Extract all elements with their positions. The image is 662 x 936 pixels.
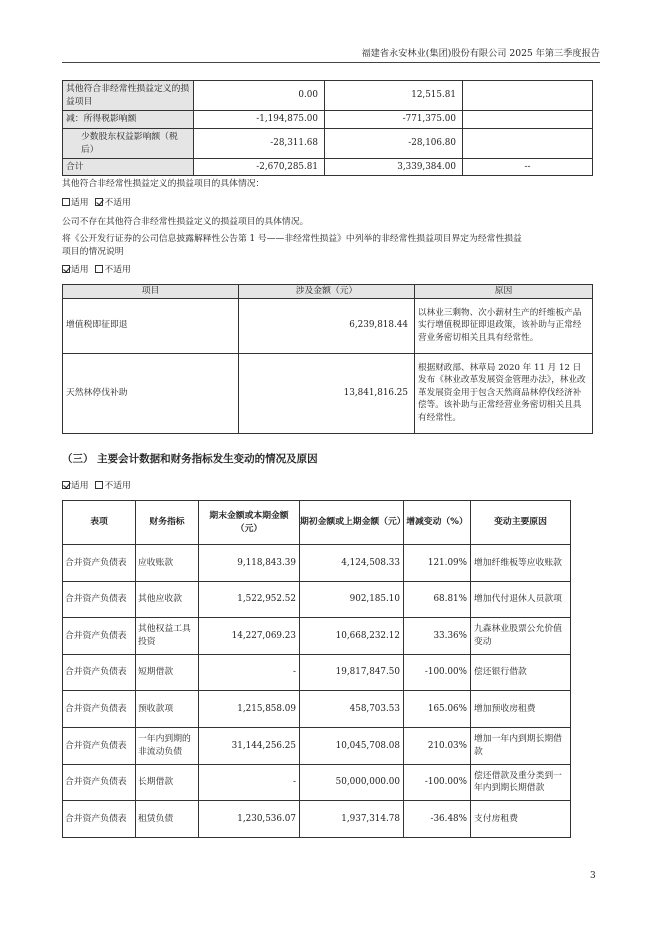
table-cell: 合并资产负债表	[63, 727, 136, 764]
definition-text-line-2: 项目的情况说明	[62, 247, 124, 257]
checkbox-label: 适用	[71, 265, 89, 275]
column-header: 项目	[63, 285, 239, 299]
row-label: 减：所得税影响额	[63, 111, 194, 129]
table-cell: 合并资产负债表	[63, 691, 136, 728]
note	[463, 81, 593, 111]
table-row	[63, 298, 593, 353]
indicator-cell: 其他应收款	[136, 581, 199, 618]
column-header: 增减变动（%）	[404, 501, 471, 545]
begin-amount-cell: 1,937,314.78	[300, 801, 404, 838]
indicator-cell: 短期借款	[136, 654, 199, 691]
table-row	[63, 353, 593, 433]
reason-cell: 以林业三剩物、次小薪材生产的纤维板产品实行增值税即征即退政策，该补助与正常经营业务密切相关且具有经常性。	[415, 298, 593, 353]
change-cell: -100.00%	[404, 764, 471, 801]
end-amount-cell: 1,230,536.07	[199, 801, 300, 838]
checkbox-label: 适用	[71, 481, 89, 491]
indicator-cell: 应收账款	[136, 545, 199, 582]
checkbox-row-3	[62, 480, 131, 493]
table-row	[63, 111, 593, 129]
current-value: -1,194,875.00	[194, 111, 325, 129]
begin-amount-cell: 902,185.10	[300, 581, 404, 618]
reason-cell: 支付房租费	[471, 801, 571, 838]
table-header-row	[63, 501, 571, 545]
column-header: 涉及金额（元）	[239, 285, 415, 299]
reason-cell: 增加预收房租费	[471, 691, 571, 728]
item-cell: 增值税即征即退	[63, 298, 239, 353]
reason-cell: 增加一年内到期长期借款	[471, 727, 571, 764]
table-row	[63, 81, 593, 111]
note: --	[463, 159, 593, 176]
end-amount-cell: 14,227,069.23	[199, 618, 300, 655]
change-cell: 210.03%	[404, 727, 471, 764]
table-row	[63, 581, 571, 618]
table-cell: 合并资产负债表	[63, 618, 136, 655]
begin-amount-cell: 458,703.53	[300, 691, 404, 728]
begin-amount-cell: 50,000,000.00	[300, 764, 404, 801]
table-cell: 合并资产负债表	[63, 801, 136, 838]
financial-changes-table	[62, 500, 571, 838]
table-row	[63, 159, 593, 176]
other-items-text: 其他符合非经常性损益定义的损益项目的具体情况：	[62, 179, 265, 189]
amount-cell: 6,239,818.44	[239, 298, 415, 353]
table-row	[63, 727, 571, 764]
begin-amount-cell: 10,045,708.08	[300, 727, 404, 764]
checkbox-checked-icon[interactable]	[62, 481, 70, 489]
indicator-cell: 长期借款	[136, 764, 199, 801]
end-amount-cell: -	[199, 654, 300, 691]
change-cell: 68.81%	[404, 581, 471, 618]
checkbox-label: 不适用	[104, 198, 131, 208]
ytd-value: 3,339,384.00	[325, 159, 463, 176]
checkbox-unchecked-icon[interactable]	[95, 481, 103, 489]
current-value: 0.00	[194, 81, 325, 111]
checkbox-row-1	[62, 197, 131, 210]
reason-cell: 增加纤维板等应收账款	[471, 545, 571, 582]
table-row	[63, 691, 571, 728]
reason-cell: 根据财政部、林草局 2020 年 11 月 12 日发布《林业改革发展资金管理办法》，林业改革发展资金用于包含天然商品林停伐经济补偿等。该补助与正常经营业务密切相关且具有经常性。	[415, 353, 593, 433]
indicator-cell: 预收款项	[136, 691, 199, 728]
change-cell: -100.00%	[404, 654, 471, 691]
page-number: 3	[590, 871, 596, 881]
recurring-items-table	[62, 284, 593, 434]
indicator-cell: 租赁负债	[136, 801, 199, 838]
reason-cell: 偿还借款及重分类到一年内到期长期借款	[471, 764, 571, 801]
end-amount-cell: -	[199, 764, 300, 801]
column-header: 财务指标	[136, 501, 199, 545]
header-divider	[62, 62, 600, 63]
end-amount-cell: 1,522,952.52	[199, 581, 300, 618]
change-cell: 165.06%	[404, 691, 471, 728]
indicator-cell: 其他权益工具投资	[136, 618, 199, 655]
checkbox-row-2	[62, 264, 131, 277]
table-row	[63, 764, 571, 801]
column-header: 变动主要原因	[471, 501, 571, 545]
table-cell: 合并资产负债表	[63, 654, 136, 691]
checkbox-unchecked-icon[interactable]	[95, 265, 103, 273]
change-cell: -36.48%	[404, 801, 471, 838]
change-cell: 121.09%	[404, 545, 471, 582]
note	[463, 111, 593, 129]
ytd-value: -28,106.80	[325, 129, 463, 159]
begin-amount-cell: 10,668,232.12	[300, 618, 404, 655]
ytd-value: -771,375.00	[325, 111, 463, 129]
column-header: 期初金额或上期金额（元）	[300, 501, 404, 545]
table-cell: 合并资产负债表	[63, 764, 136, 801]
table-row	[63, 618, 571, 655]
column-header: 期末金额或本期金额（元）	[199, 501, 300, 545]
indicator-cell: 一年内到期的非流动负债	[136, 727, 199, 764]
item-cell: 天然林停伐补助	[63, 353, 239, 433]
report-header: 福建省永安林业(集团)股份有限公司 2025 年第三季度报告	[361, 48, 600, 59]
reason-cell: 偿还银行借款	[471, 654, 571, 691]
table-row	[63, 801, 571, 838]
nonrecurring-table	[62, 80, 593, 176]
row-label: 少数股东权益影响额（税后）	[63, 129, 194, 159]
checkbox-label: 不适用	[104, 481, 131, 491]
section-title: （三） 主要会计数据和财务指标发生变动的情况及原因	[62, 453, 318, 465]
definition-text-line-1: 将《公开发行证券的公司信息披露解释性公告第 1 号——非经常性损益》中列举的非经常性损益项目界定为经常性损益	[62, 234, 522, 244]
ytd-value: 12,515.81	[325, 81, 463, 111]
end-amount-cell: 1,215,858.09	[199, 691, 300, 728]
table-row	[63, 654, 571, 691]
table-cell: 合并资产负债表	[63, 545, 136, 582]
row-label: 其他符合非经常性损益定义的损益项目	[63, 81, 194, 111]
end-amount-cell: 9,118,843.39	[199, 545, 300, 582]
begin-amount-cell: 19,817,847.50	[300, 654, 404, 691]
table-row	[63, 545, 571, 582]
no-other-items-text: 公司不存在其他符合非经常性损益定义的损益项目的具体情况。	[62, 217, 309, 227]
amount-cell: 13,841,816.25	[239, 353, 415, 433]
table-header-row	[63, 285, 593, 299]
row-label: 合计	[63, 159, 194, 176]
change-cell: 33.36%	[404, 618, 471, 655]
end-amount-cell: 31,144,256.25	[199, 727, 300, 764]
current-value: -28,311.68	[194, 129, 325, 159]
table-cell: 合并资产负债表	[63, 581, 136, 618]
checkbox-unchecked-icon[interactable]	[62, 198, 70, 206]
checkbox-label: 不适用	[104, 265, 131, 275]
column-header: 原因	[415, 285, 593, 299]
note	[463, 129, 593, 159]
checkbox-checked-icon[interactable]	[62, 265, 70, 273]
checkbox-checked-icon[interactable]	[95, 198, 103, 206]
reason-cell: 增加代付退休人员款项	[471, 581, 571, 618]
current-value: -2,670,285.81	[194, 159, 325, 176]
table-row	[63, 129, 593, 159]
checkbox-label: 适用	[71, 198, 89, 208]
reason-cell: 九森林业股票公允价值变动	[471, 618, 571, 655]
begin-amount-cell: 4,124,508.33	[300, 545, 404, 582]
column-header: 表项	[63, 501, 136, 545]
